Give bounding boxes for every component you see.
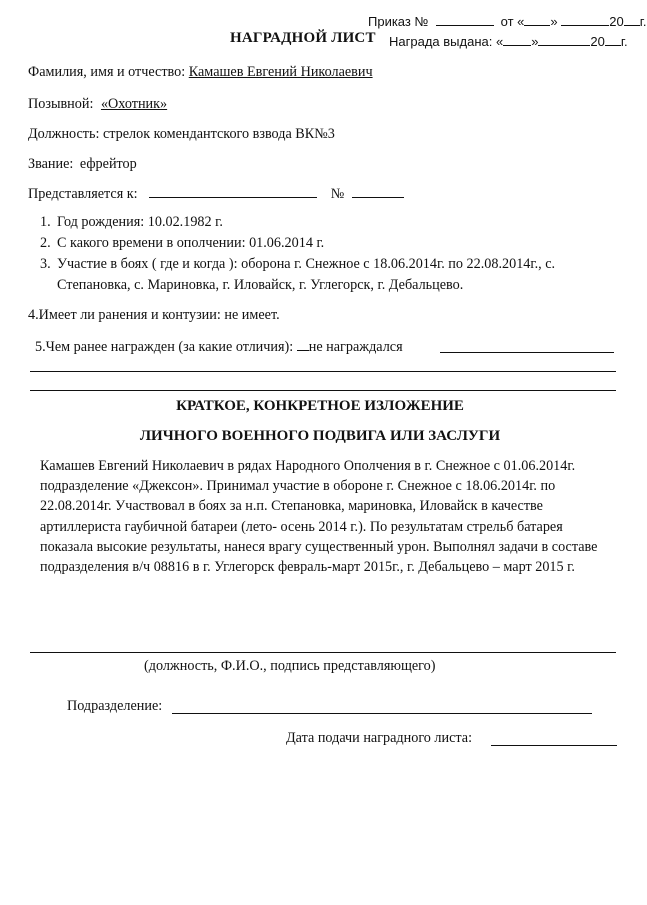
rank-label: Звание: [28, 156, 74, 172]
list-item [40, 256, 555, 273]
previous-awards-line [440, 352, 614, 353]
presented-number-blank[interactable] [352, 197, 404, 198]
order-number-row [368, 14, 647, 29]
rank-value[interactable]: ефрейтор [79, 156, 137, 172]
unit-label: Подразделение: [67, 698, 163, 714]
list-item-text: Участие в боях ( где и когда ): оборона г. Снежное с 18.06.2014г. по 22.08.2014г., с. [57, 256, 556, 272]
injuries-row: 4.Имеет ли ранения и контузии: не имеет. [28, 307, 280, 323]
award-day-blank[interactable] [503, 45, 531, 46]
previous-awards-label: 5.Чем ранее награжден (за какие отличия): [35, 339, 297, 355]
position-row [28, 126, 335, 143]
date-field-line[interactable] [491, 745, 617, 746]
rule-line [30, 371, 616, 372]
callsign-value[interactable]: «Охотник» [100, 96, 168, 112]
list-item-number: 1. [40, 214, 51, 230]
year-suffix: г. [620, 34, 628, 49]
previous-awards-blank[interactable] [297, 350, 309, 351]
presented-row [28, 186, 404, 203]
order-label: Приказ № [368, 14, 429, 29]
list-item-number: 2. [40, 235, 51, 251]
position-label: Должность: [28, 126, 100, 142]
unit-field-line[interactable] [172, 713, 592, 714]
list-item [40, 235, 324, 252]
list-item [40, 214, 223, 231]
signature-caption: (должность, Ф.И.О., подпись представляющего) [144, 658, 436, 674]
list-item-text: С какого времени в ополчении: 01.06.2014 г. [57, 235, 325, 251]
presented-number-label: № [330, 186, 345, 202]
rule-line [30, 390, 616, 391]
year-prefix: 20 [609, 14, 624, 29]
signature-line[interactable] [30, 652, 616, 653]
previous-awards-value[interactable]: не награждался [308, 339, 403, 355]
close-quote: » [550, 14, 558, 29]
page-title: НАГРАДНОЙ ЛИСТ [230, 30, 376, 46]
award-month-blank[interactable] [538, 45, 590, 46]
order-day-blank[interactable] [524, 25, 550, 26]
callsign-label: Позывной: [28, 96, 94, 112]
section-heading-line2: ЛИЧНОГО ВОЕННОГО ПОДВИГА ИЛИ ЗАСЛУГИ [139, 428, 501, 444]
list-item-text: Год рождения: 10.02.1982 г. [57, 214, 223, 230]
rank-row [28, 156, 137, 173]
list-item-continuation: Степановка, с. Мариновка, г. Иловайск, г. Углегорск, г. Дебальцево. [57, 277, 464, 293]
feat-description: Камашев Евгений Николаевич в рядах Народного Ополчения в г. Снежное с 01.06.2014г. подразделение «Джексон». Принимал участие в обороне г. Снежное с 18.06.2014г. по 22.08.2014г. Участвовал в боях за н.п. Степановка, мариновка, Иловайск в качестве артиллериста гаубичной батареи (лето- осень 2014 г.). По результатам стрельб батарея показала высокие результаты, нанеся врагу существенный урон. Выполнял задачи в составе подразделения в/ч 08816 в г. Углегорск февраль-март 2015г., г. Дебальцево – март 2015 г. [40, 458, 598, 576]
section-heading-line1: КРАТКОЕ, КОНКРЕТНОЕ ИЗЛОЖЕНИЕ [176, 398, 464, 414]
order-from-label: от « [500, 14, 525, 29]
order-year-blank[interactable] [624, 25, 640, 26]
callsign-row [28, 96, 167, 113]
order-number-blank[interactable] [436, 25, 494, 26]
year-prefix: 20 [590, 34, 605, 49]
previous-awards-row [35, 339, 403, 356]
order-month-blank[interactable] [561, 25, 609, 26]
date-label: Дата подачи наградного листа: [286, 730, 473, 746]
close-quote: » [531, 34, 539, 49]
presented-label: Представляется к: [28, 186, 138, 202]
fio-label: Фамилия, имя и отчество: [28, 64, 186, 80]
award-year-blank[interactable] [605, 45, 621, 46]
list-item-number: 3. [40, 256, 51, 272]
award-issued-row [389, 34, 628, 49]
fio-value[interactable]: Камашев Евгений Николаевич [188, 64, 373, 80]
position-value[interactable]: стрелок комендантского взвода ВК№3 [102, 126, 335, 142]
award-issued-label: Награда выдана: « [389, 34, 504, 49]
fio-row [28, 64, 373, 81]
year-suffix: г. [639, 14, 647, 29]
presented-award-blank[interactable] [149, 197, 317, 198]
